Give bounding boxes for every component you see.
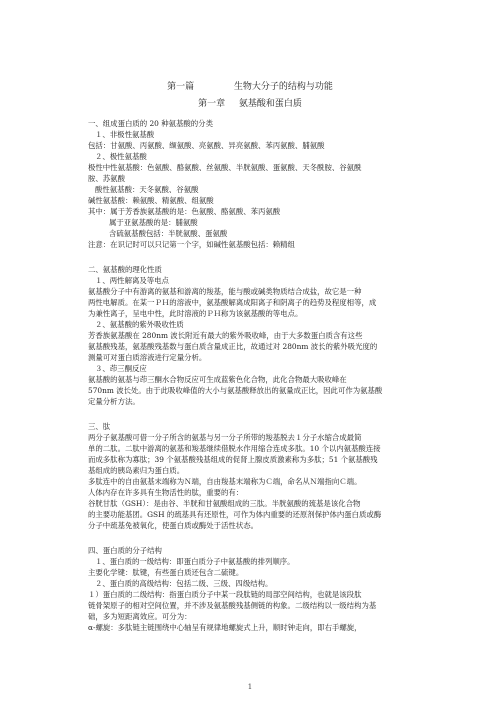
text-line: 氨基酸分子中有游离的氨基和游离的羧基，能与酸或碱类物质结合成盐，故它是一种 <box>88 287 362 296</box>
text-line: 氨基酸的氨基与茚三酮水合物反应可生成蓝紫色化合物，此化合物最大吸收峰在 <box>88 375 347 384</box>
text-line: 570nm 波长处。由于此吸收峰值的大小与氨基酸释放出的氨量成正比，因此可作为氨基酸 <box>88 386 383 395</box>
text-line: 一、组成蛋白质的 20 种氨基酸的分类 <box>88 119 213 128</box>
text-line: 定量分析方法。 <box>88 397 140 406</box>
text-line: 础，多为短距离效应。可分为： <box>88 612 192 621</box>
text-line: 基组成的胰岛素归为蛋白质。 <box>88 466 185 475</box>
text-line: 为兼性离子，呈电中性，此时溶液的ＰＨ称为该氨基酸的等电点。 <box>88 309 303 318</box>
chapter-title: 氨基酸和蛋白质 <box>238 99 302 109</box>
text-line: １、两性解离及等电点 <box>95 276 169 285</box>
text-line: １、非极性氨基酸 <box>95 130 155 139</box>
text-line: 胺、苏氨酸 <box>88 174 125 183</box>
text-line: 注意：在识记时可以只记第一个字，如碱性氨基酸包括：赖精组 <box>88 240 295 249</box>
text-line: ２、蛋白质的高级结构：包括二级、三级、四级结构。 <box>95 579 273 588</box>
text-line: 两分子氨基酸可借一分子所含的氨基与另一分子所带的羧基脱去１分子水缩合成最简 <box>88 433 362 442</box>
chapter-label: 第一章 <box>198 99 226 109</box>
text-line: 测量可对蛋白质溶液进行定量分析。 <box>88 353 207 362</box>
part-title: 生物大分子的结构与功能 <box>233 82 333 92</box>
part-label: 第一篇 <box>167 82 195 92</box>
text-line: 单的二肽。二肽中游离的氨基和羧基继续借脱水作用缩合连成多肽。10 个以内氨基酸连接 <box>88 444 381 453</box>
page-number: 1 <box>247 683 253 691</box>
text-line: 链骨架原子的相对空间位置，并不涉及氨基酸残基侧链的构象。二级结构以一级结构为基 <box>88 601 377 610</box>
text-line: 主要化学键：肽键，有些蛋白质还包含二硫键。 <box>88 568 244 577</box>
chapter-heading <box>0 96 500 109</box>
text-line: ２、氨基酸的紫外吸收性质 <box>95 320 184 329</box>
text-line: 氨基酸残基，氨基酸残基数与蛋白质含量成正比，故通过对 280nm 波长的紫外吸光度的 <box>88 342 378 351</box>
text-line: 分子中巯基免被氧化，使蛋白质或酶处于活性状态。 <box>88 521 258 530</box>
text-line: 包括：甘氨酸、丙氨酸、缬氨酸、亮氨酸、异亮氨酸、苯丙氨酸、脯氨酸 <box>88 141 325 150</box>
text-line: 酸性氨基酸：天冬氨酸、谷氨酸 <box>95 185 199 194</box>
text-line: 两性电解质。在某一ＰＨ的溶液中，氨基酸解离成阳离子和阴离子的趋势及程度相等，成 <box>88 298 377 307</box>
text-line: α-螺旋：多肽链主链围绕中心轴呈有规律地螺旋式上升，顺时钟走向，即右手螺旋， <box>88 623 362 632</box>
text-line: 人体内存在许多具有生物活性的肽，重要的有： <box>88 488 244 497</box>
text-line: 极性中性氨基酸：色氨酸、酪氨酸、丝氨酸、半胱氨酸、蛋氨酸、天冬酰胺、谷氨酰 <box>88 163 362 172</box>
text-line: 碱性氨基酸：赖氨酸、精氨酸、组氨酸 <box>88 196 214 205</box>
text-line: 四、蛋白质的分子结构 <box>88 546 162 555</box>
text-line: 三、肽 <box>88 422 111 431</box>
text-line: 属于亚氨基酸的是：脯氨酸 <box>109 218 198 227</box>
text-line: 其中：属于芳香族氨基酸的是：色氨酸、酪氨酸、苯丙氨酸 <box>88 207 281 216</box>
text-line: ３、茚三酮反应 <box>95 364 147 373</box>
text-line: 多肽连中的自由氨基末端称为Ｎ端，自由羧基末端称为Ｃ端，命名从Ｎ端指向Ｃ端。 <box>88 477 362 486</box>
text-line: ２、极性氨基酸 <box>95 152 147 161</box>
text-line: 芳香族氨基酸在 280nm 波长附近有最大的紫外吸收峰，由于大多数蛋白质含有这些 <box>88 331 363 340</box>
part-heading <box>0 79 500 92</box>
text-line: 谷胱甘肽（GSH）：是由谷、半胱和甘氨酸组成的三肽。半胱氨酸的巯基是该化合物 <box>88 499 361 508</box>
text-line: 二、氨基酸的理化性质 <box>88 265 162 274</box>
text-line: １、蛋白质的一级结构：即蛋白质分子中氨基酸的排列顺序。 <box>95 557 295 566</box>
text-line: 的主要功能基团。GSH 的巯基具有还原性，可作为体内重要的还原剂保护体内蛋白质或酶 <box>88 510 382 519</box>
text-line: 含硫氨基酸包括：半胱氨酸、蛋氨酸 <box>109 229 228 238</box>
text-line: １）蛋白质的二级结构：指蛋白质分子中某一段肽链的局部空间结构，也就是该段肽 <box>88 590 362 599</box>
text-line: 而成多肽称为寡肽；39 个氨基酸残基组成的促肾上腺皮质激素称为多肽；51 个氨基酸残 <box>88 455 378 464</box>
